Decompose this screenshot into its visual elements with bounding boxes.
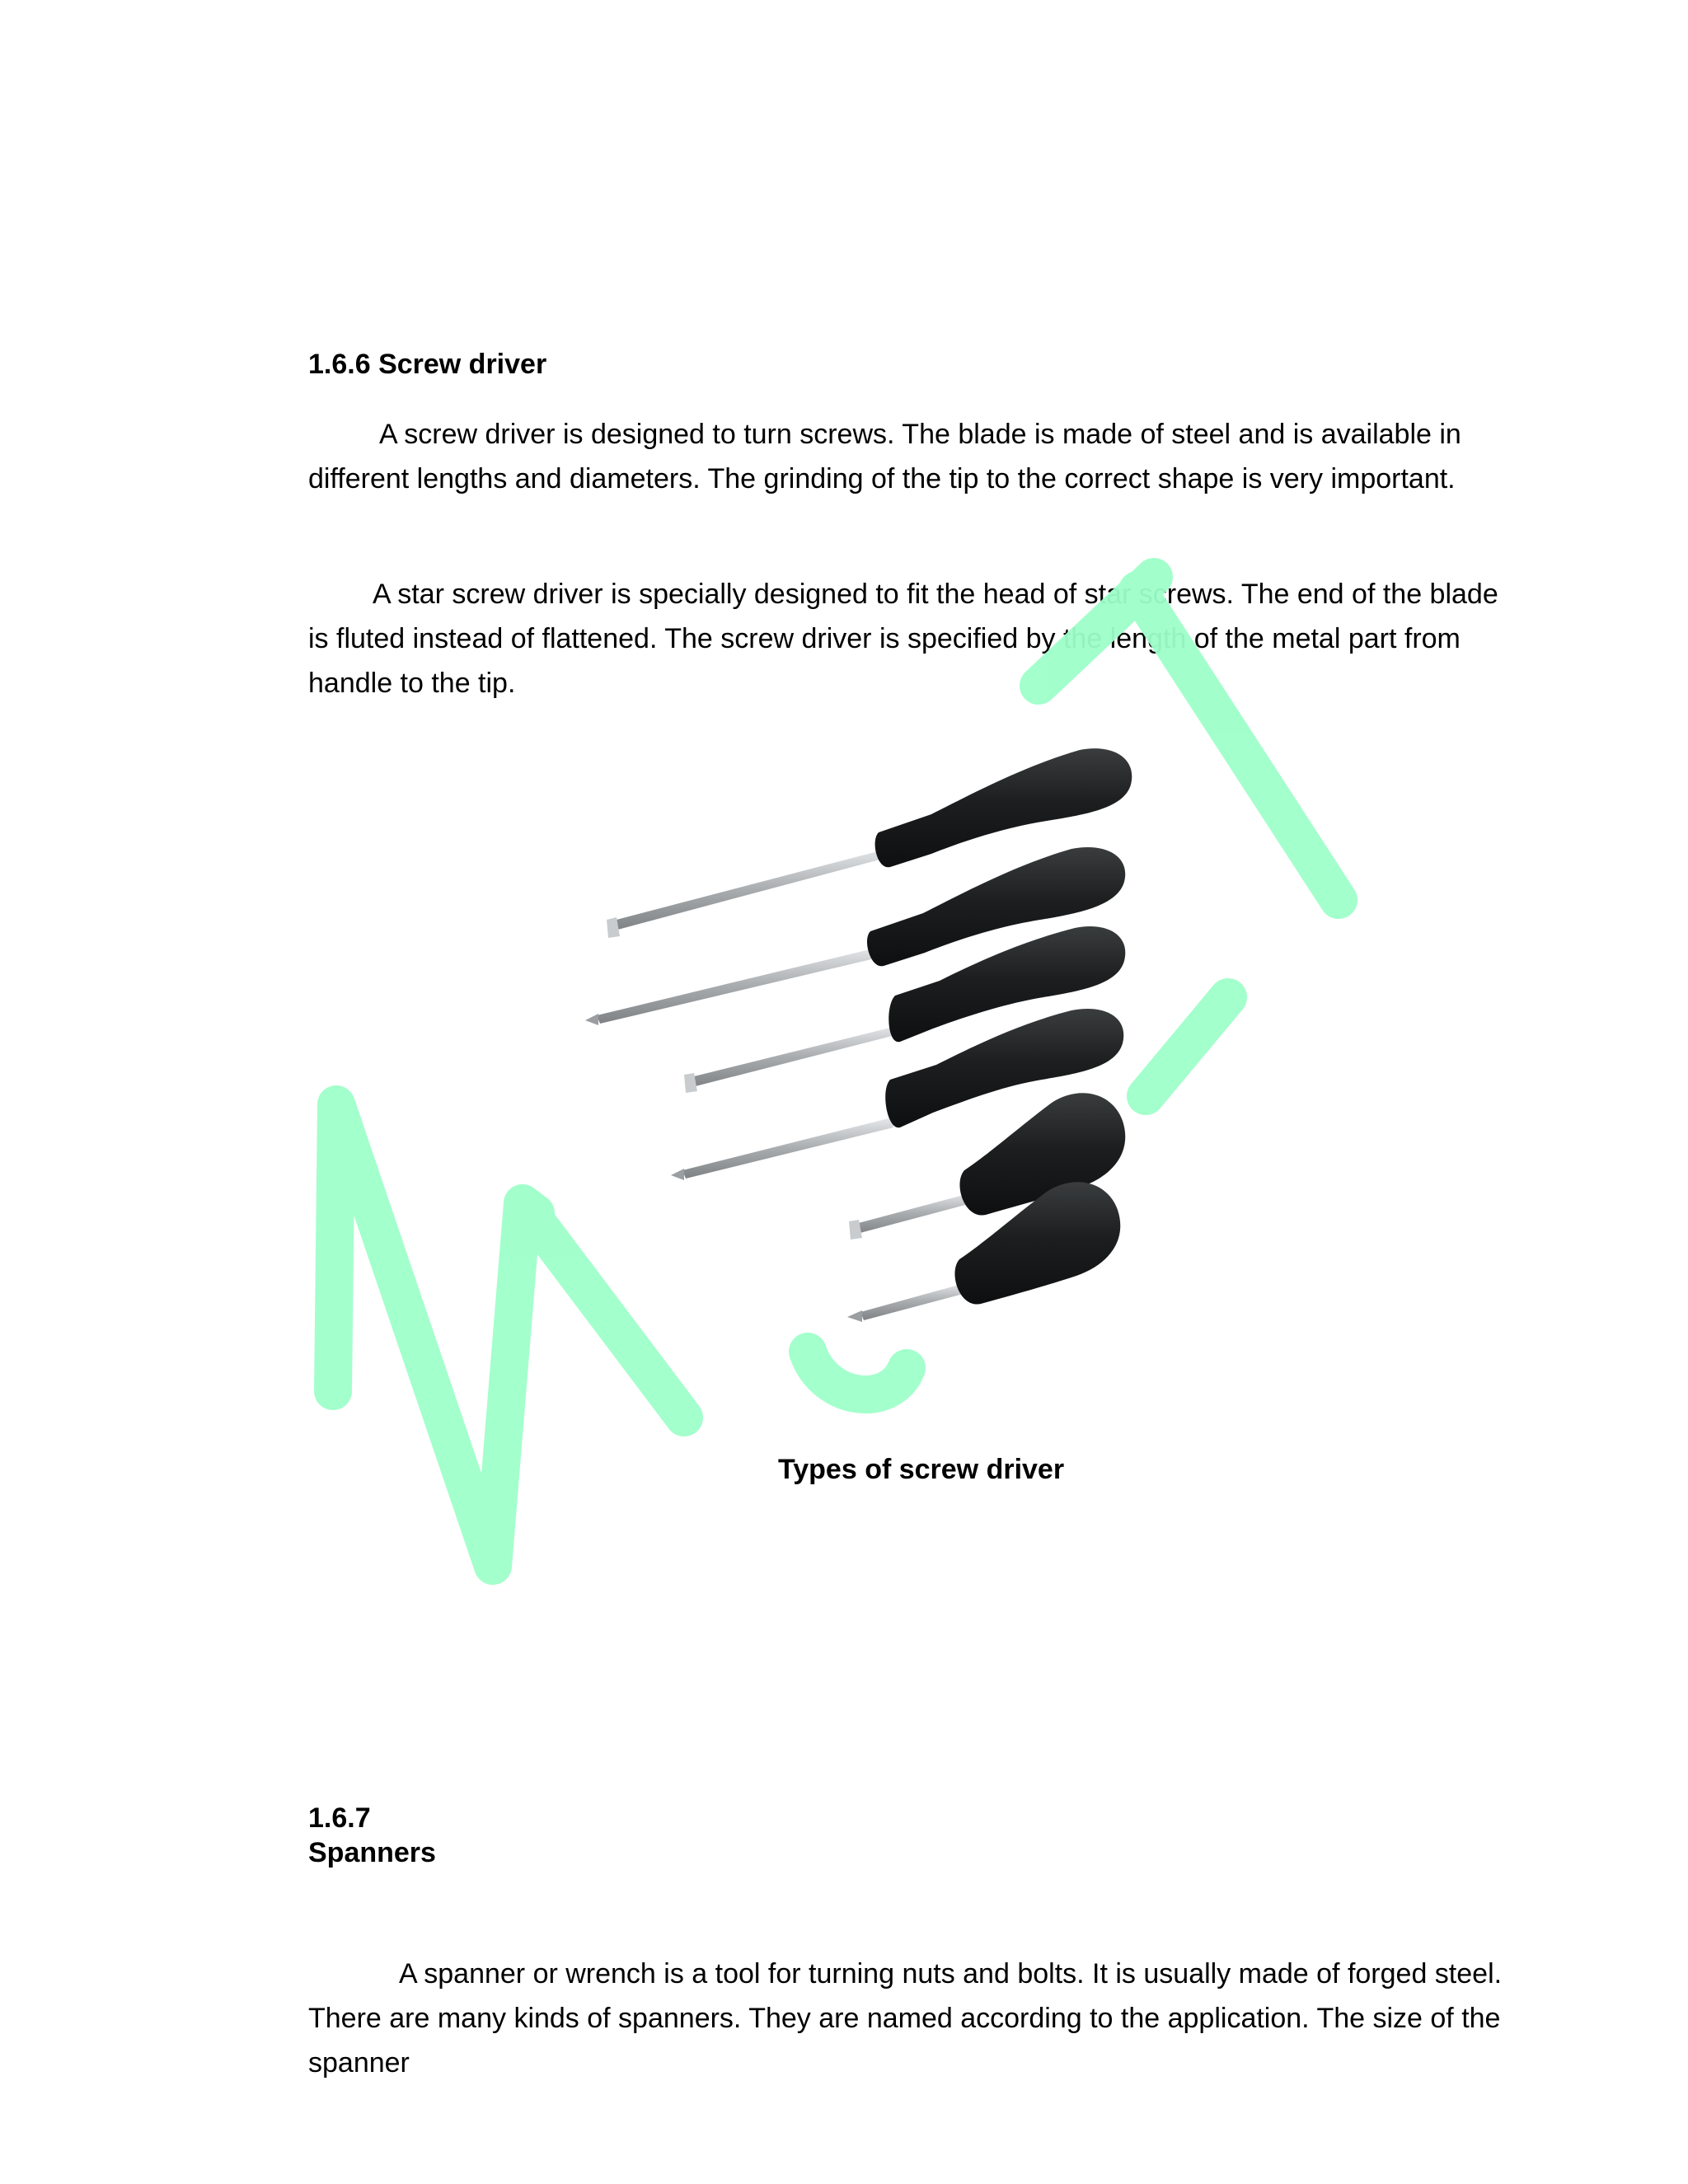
section-heading-spanners: Spanners bbox=[308, 1837, 436, 1868]
section-heading-screw-driver: 1.6.6 Screw driver bbox=[308, 349, 547, 380]
spanners-paragraph-1: A spanner or wrench is a tool for turning nuts and bolts. It is usually made of forged steel. There are many kinds of spanners. They are named according to the application. The size of the spanner bbox=[308, 1958, 1503, 2079]
screw-driver-paragraph-1: A screw driver is designed to turn screws. The blade is made of steel and is available in different lengths and diameters. The grinding of the tip to the correct shape is very important. bbox=[308, 419, 1461, 494]
figure-caption: Types of screw driver bbox=[778, 1454, 1065, 1485]
screwdriver-2 bbox=[585, 847, 1125, 1025]
screwdriver-set-image bbox=[577, 725, 1170, 1335]
section-heading-number: 1.6.7 bbox=[308, 1802, 371, 1834]
screw-driver-paragraph-2: A star screw driver is specially designed to fit the head of star screws. The end of the blade is fluted instead of flattened. The screw driver is specified by the length of the metal part from handle to the tip. bbox=[308, 579, 1498, 699]
